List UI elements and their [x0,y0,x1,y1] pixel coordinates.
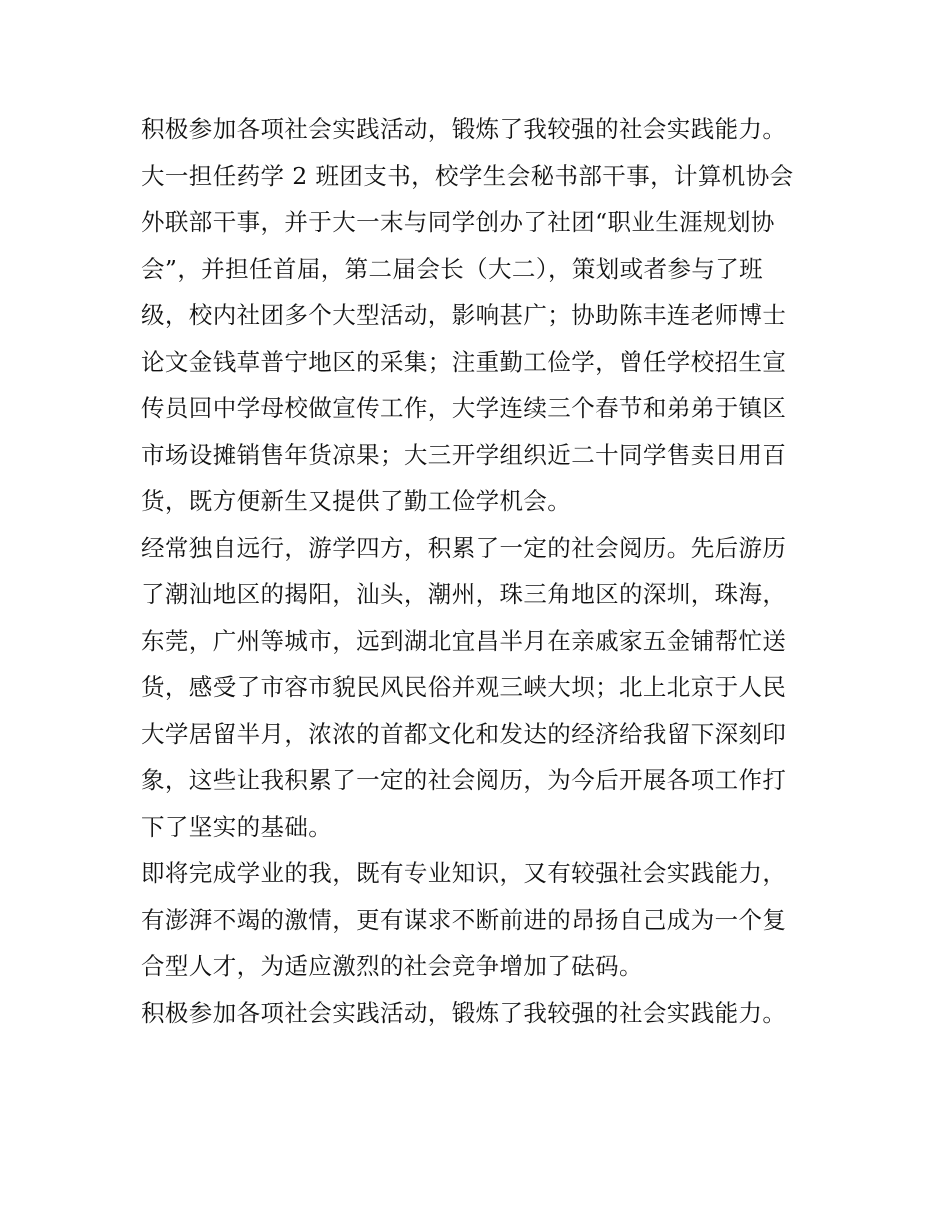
text-line: 会”，并担任首届，第二届会长（大二），策划或者参与了班 [141,254,764,283]
text-line: 经常独自远行，游学四方，积累了一定的社会阅历。先后游历 [141,533,787,562]
text-line: 象，这些让我积累了一定的社会阅历，为今后开展各项工作打 [141,766,787,794]
text-line: 级，校内社团多个大型活动，影响甚广；协助陈丰连老师博士 [141,301,787,329]
text-line: 论文金钱草普宁地区的采集；注重勤工俭学，曾任学校招生宣 [141,347,787,376]
text-line: 货，感受了市容市貌民风民俗并观三峡大坝；北上北京于人民 [141,673,787,701]
text-line: 东莞，广州等城市，远到湖北宜昌半月在亲戚家五金铺帮忙送 [141,626,787,655]
document-body [141,106,821,1036]
text-line: 合型人才，为适应激烈的社会竞争增加了砝码。 [141,952,643,980]
text-line: 传员回中学母校做宣传工作，大学连续三个春节和弟弟于镇区 [141,394,787,422]
text-line: 积极参加各项社会实践活动，锻炼了我较强的社会实践能力。 [141,998,787,1027]
text-line: 积极参加各项社会实践活动，锻炼了我较强的社会实践能力。 [141,115,787,143]
text-line: 有澎湃不竭的激情，更有谋求不断前进的昂扬自己成为一个复 [141,905,787,934]
text-line: 了潮汕地区的揭阳，汕头，潮州，珠三角地区的深圳，珠海， [141,580,787,608]
text-line: 货，既方便新生又提供了勤工俭学机会。 [141,487,572,515]
text-line: 即将完成学业的我，既有专业知识，又有较强社会实践能力， [141,859,787,887]
text-line: 下了坚实的基础。 [141,812,333,841]
text-line: 外联部干事，并于大一末与同学创办了社团“职业生涯规划协 [141,208,775,236]
text-line: 大学居留半月，浓浓的首都文化和发达的经济给我留下深刻印 [141,719,787,748]
text-line: 大一担任药学 2 班团支书，校学生会秘书部干事，计算机协会 [141,161,794,190]
text-line: 市场设摊销售年货凉果；大三开学组织近二十同学售卖日用百 [141,440,787,469]
